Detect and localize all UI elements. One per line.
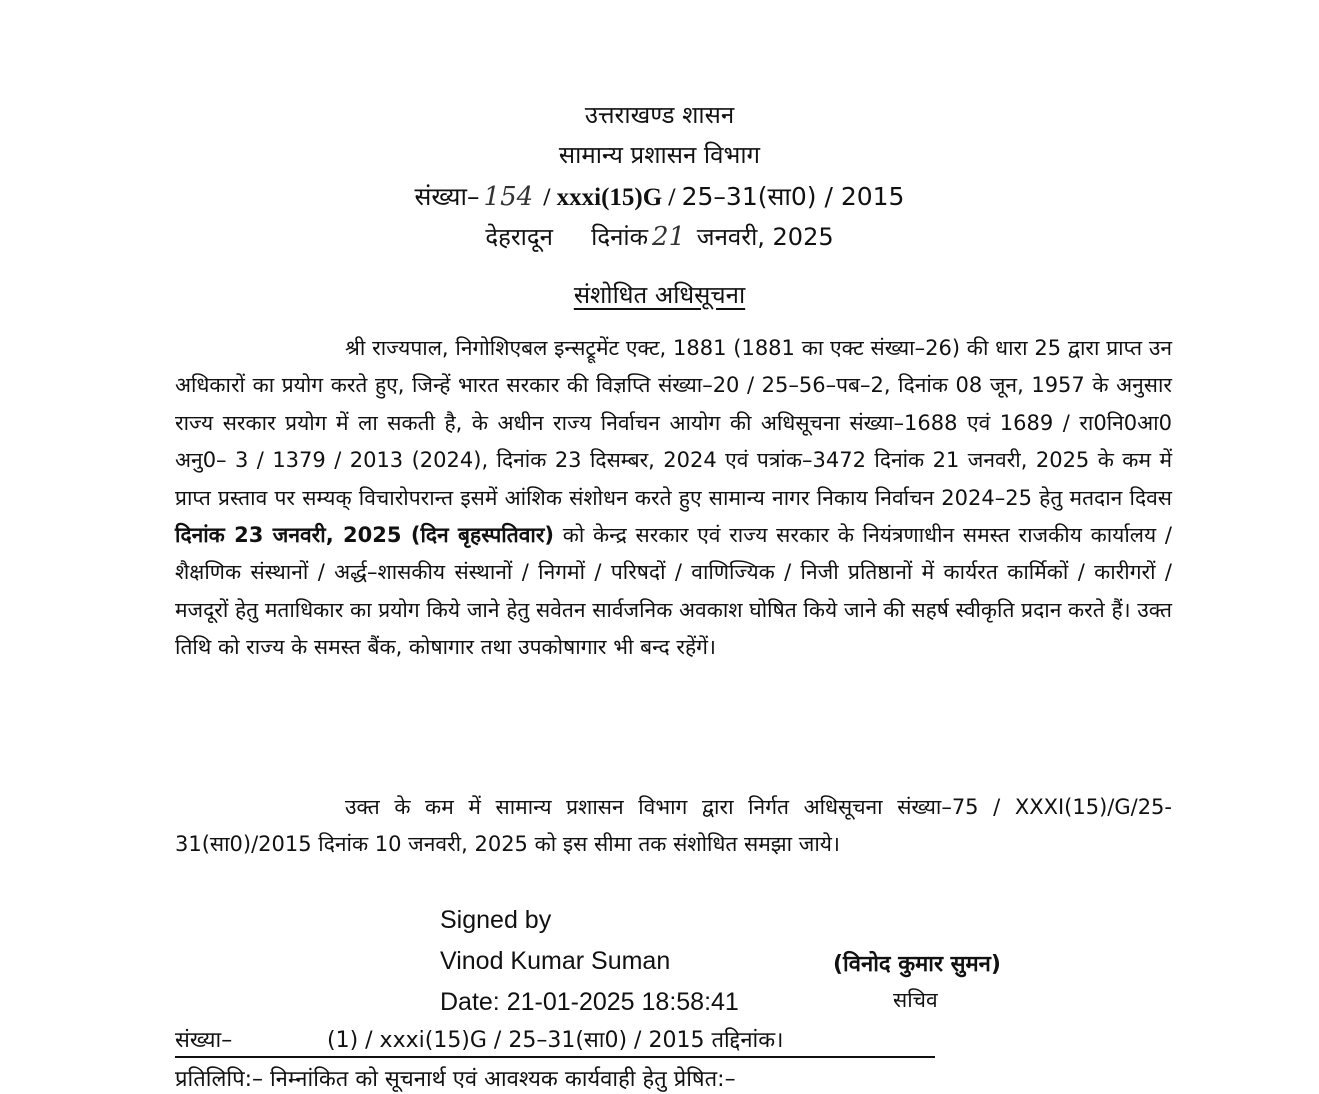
amendment-paragraph: उक्त के कम में सामान्य प्रशासन विभाग द्वारा निर्गत अधिसूचना संख्या–75 / XXXI(15)/G/25-31(सा0)/2015 दिनांक 10 जनवरी, 2025 को इस सीमा तक संशोधित समझा जाये। [175, 795, 1172, 857]
reference-number-line [175, 1026, 935, 1058]
reference-label: संख्या– [175, 1028, 233, 1053]
paragraph1-part2: को केन्द्र सरकार एवं राज्य सरकार के नियंत्रणाधीन समस्त राजकीय कार्यालय / शैक्षणिक संस्थानों / अर्द्ध–शासकीय संस्थानों / निगमों / परिषदों / वाणिज्यिक / निजी प्रतिष्ठानों में कार्यरत कार्मिकों / कारीगरों / मजदूरों हेतु मताधिकार का प्रयोग किये जाने हेतु सवेतन सार्वजनिक अवकाश घोषित किये जाने की सहर्ष स्वीकृति प्रदान करते हैं। उक्त तिथि को राज्य के समस्त बैंक, कोषागार तथा उपकोषागार भी बन्द रहेंगें। [175, 523, 1173, 660]
notification-number [0, 182, 1319, 213]
copy-to-line: प्रतिलिपि:– निम्नांकित को सूचनार्थ एवं आवश्यक कार्यवाही हेतु प्रेषित:– [175, 1067, 736, 1092]
number-code: / xxxi(15)G / [537, 184, 682, 211]
digital-signature-label: Signed by [440, 906, 552, 934]
digital-signature-date: Date: 21-01-2025 18:58:41 [440, 988, 739, 1016]
signatory-designation: सचिव [893, 988, 938, 1012]
department-name: सामान्य प्रशासन विभाग [558, 141, 761, 169]
date-prefix: दिनांक [591, 223, 649, 251]
handwritten-date: 21 [652, 222, 686, 252]
signatory-name-hindi: (विनोद कुमार सुमन) [833, 952, 1001, 977]
handwritten-number: 154 [483, 182, 534, 212]
document-title [0, 280, 1319, 310]
holiday-date-bold: दिनांक 23 जनवरी, 2025 (दिन बृहस्पतिवार) [175, 523, 555, 548]
number-suffix: 25–31(सा0) / 2015 [681, 182, 905, 211]
place: देहरादून [485, 223, 553, 251]
date-suffix: जनवरी, 2025 [696, 223, 834, 251]
paragraph1-part1: श्री राज्यपाल, निगोशिएबल इन्सट्रूमेंट एक्ट, 1881 (1881 का एक्ट संख्या–26) की धारा 25 द्वारा प्राप्त उन अधिकारों का प्रयोग करते हुए, जिन्हें भारत सरकार की विज्ञप्ति संख्या–20 / 25–56–पब–2, दिनांक 08 जून, 1957 के अनुसार राज्य सरकार प्रयोग में ला सकती है, के अधीन राज्य निर्वाचन आयोग की अधिसूचना संख्या–1688 एवं 1689 / रा0नि0आ0 अनु0– 3 / 1379 / 2013 (2024), दिनांक 23 दिसम्बर, 2024 एवं पत्रांक–3472 दिनांक 21 जनवरी, 2025 के कम में प्राप्त प्रस्ताव पर सम्यक् विचारोपरान्त इसमें आंशिक संशोधन करते हुए सामान्य नागर निकाय निर्वाचन 2024–25 हेतु मतदान दिवस [175, 336, 1172, 510]
number-prefix: संख्या– [414, 182, 480, 211]
title-text: संशोधित अधिसूचना [573, 281, 746, 309]
place-date-line [0, 222, 1319, 252]
government-name: उत्तराखण्ड शासन [584, 101, 735, 129]
reference-number: (1) / xxxi(15)G / 25–31(सा0) / 2015 तद्दिनांक। [327, 1028, 784, 1053]
digital-signature-name: Vinod Kumar Suman [440, 947, 671, 975]
main-paragraph [175, 330, 1172, 667]
